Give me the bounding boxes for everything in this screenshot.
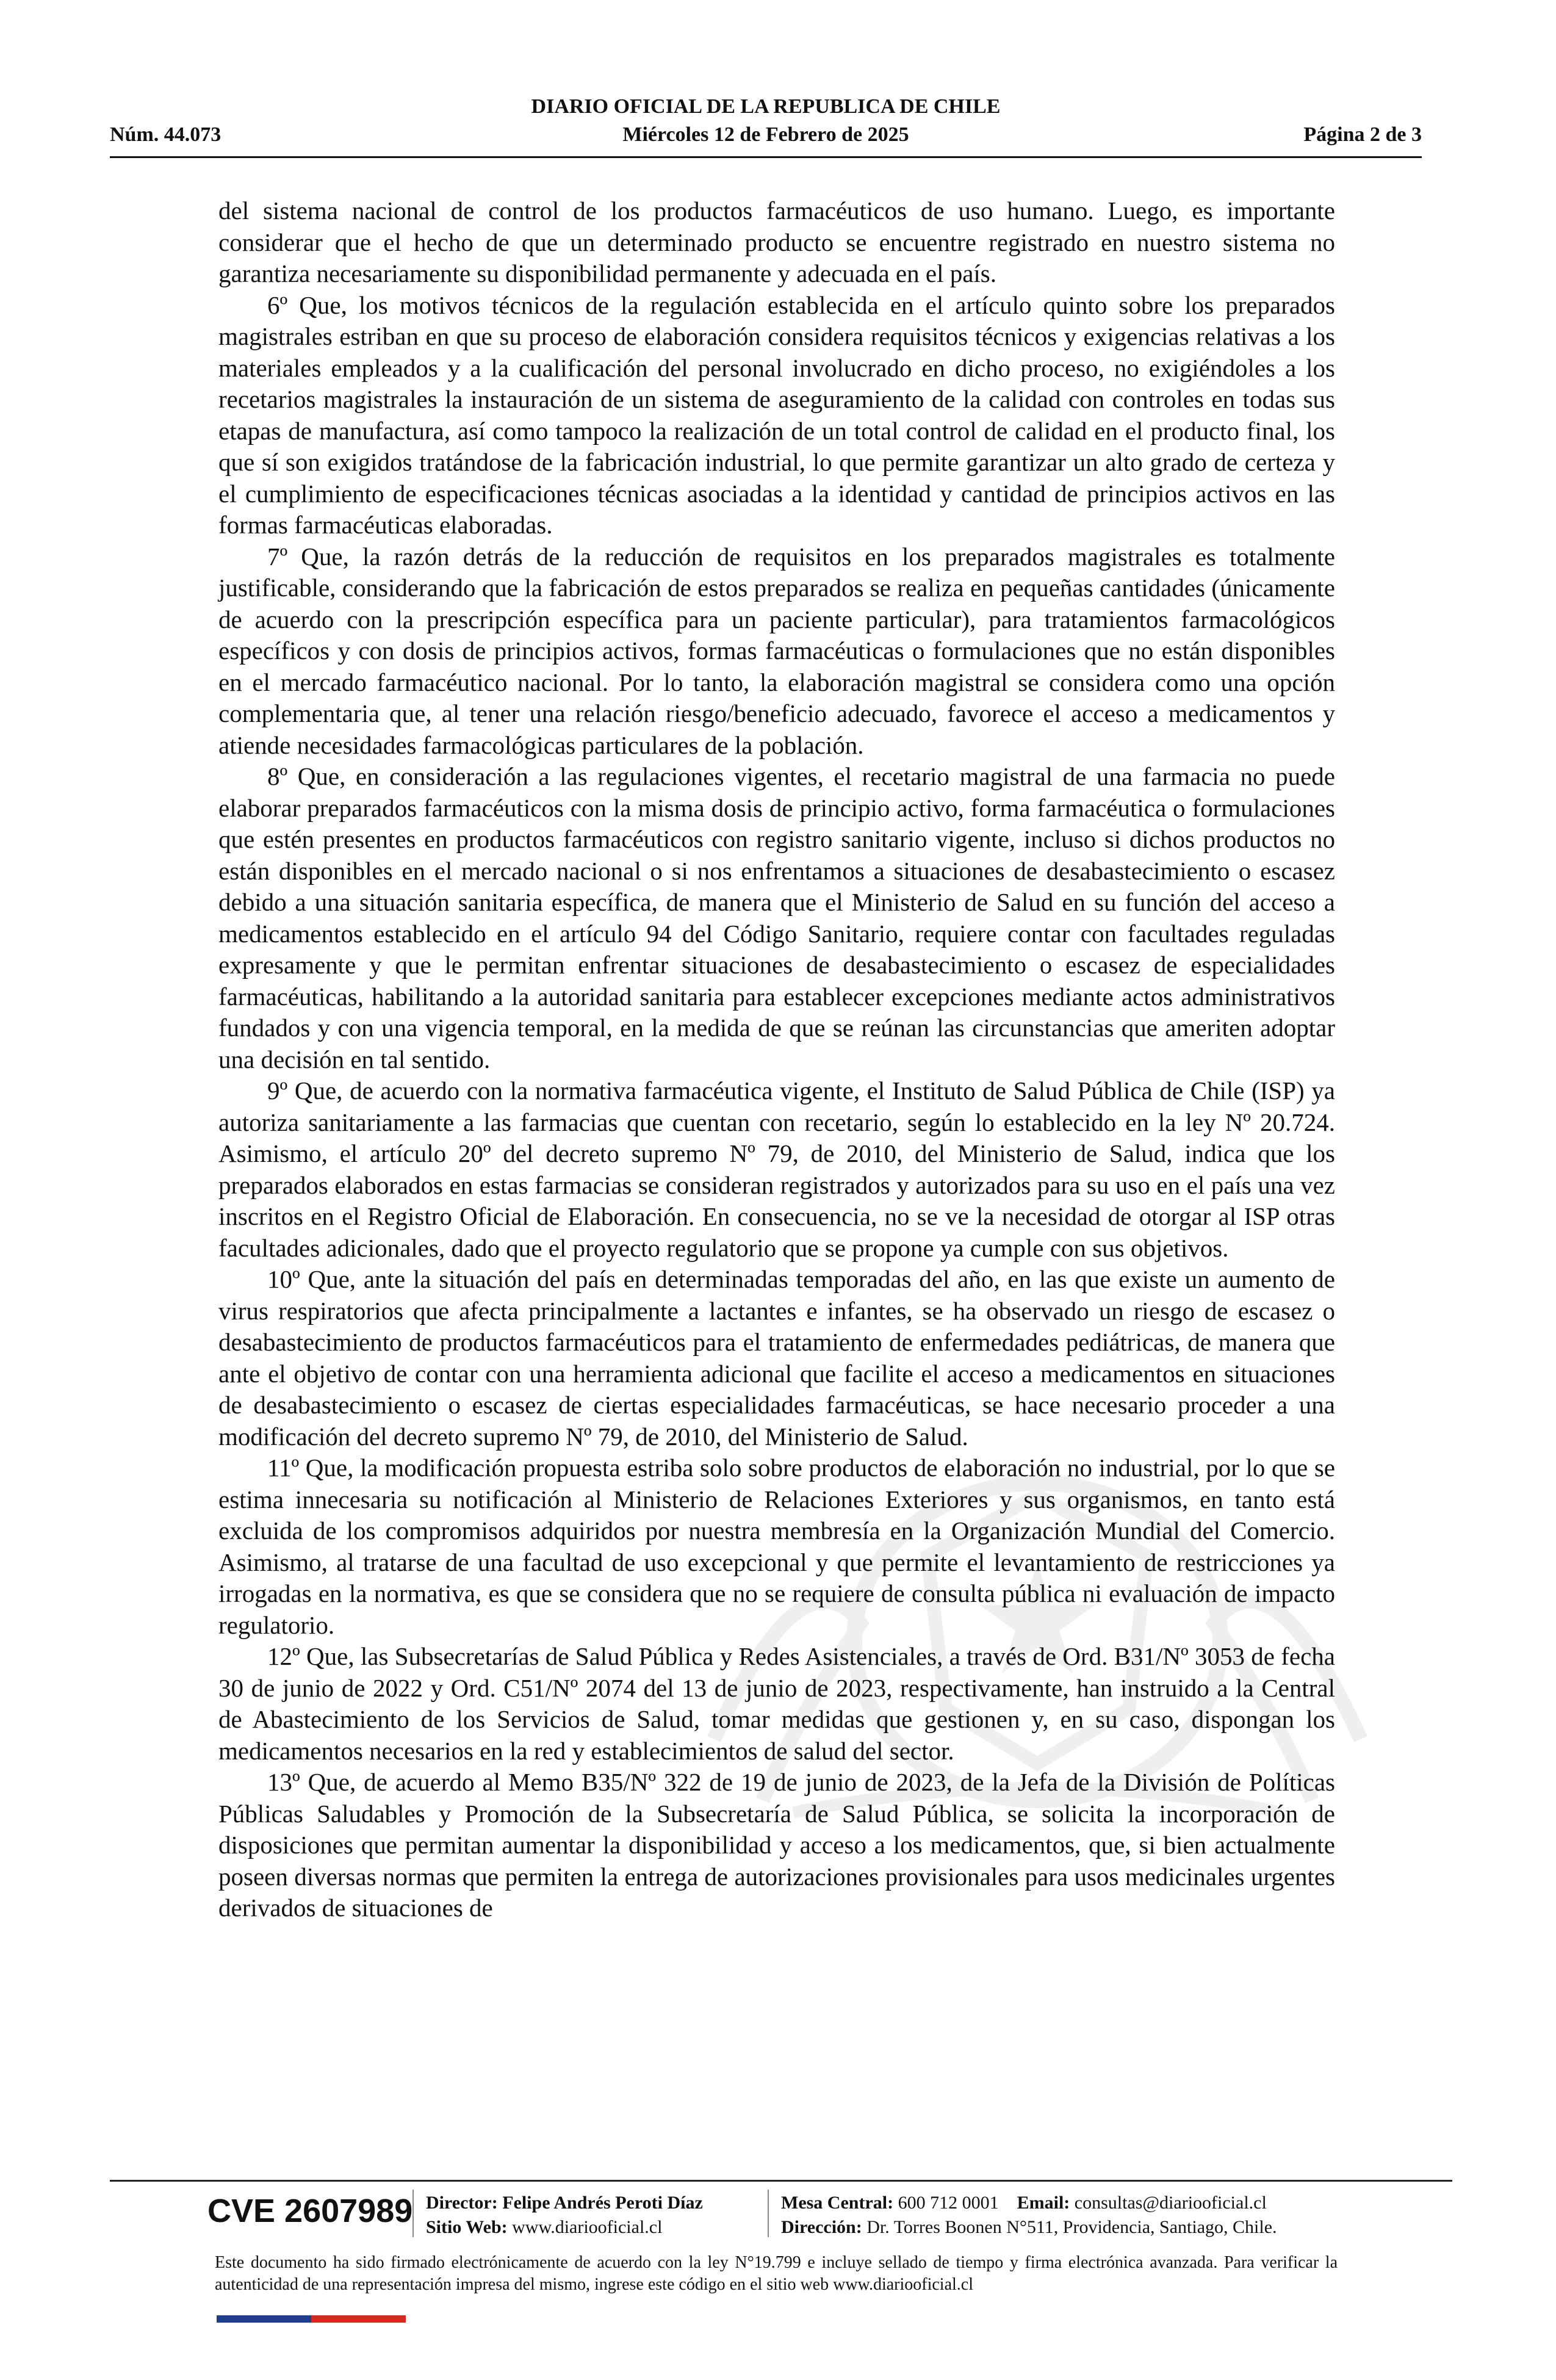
footer-separator: [412, 2190, 414, 2237]
mesa-phone: 600 712 0001: [898, 2193, 999, 2213]
site-label: Sitio Web:: [426, 2217, 508, 2237]
body-paragraph: 10º Que, ante la situación del país en determinadas temporadas del año, en las que existe un aumento de virus respiratorios que afecta principalmente a lactantes e infantes, se ha observado un riesgo de escasez o desabastecimiento de productos farmacéuticos para el tratamiento de enfermedades pediátricas, de manera que ante el objetivo de contar con una herramienta adicional que facilite el acceso a medicamentos en situaciones de desabastecimiento o escasez de ciertas especialidades farmacéuticas, se hace necesario proceder a una modificación del decreto supremo Nº 79, de 2010, del Ministerio de Salud.: [218, 1265, 1335, 1451]
page-number: Página 2 de 3: [1303, 123, 1422, 146]
newspaper-title: DIARIO OFICIAL DE LA REPUBLICA DE CHILE: [531, 95, 1001, 118]
director-name: Felipe Andrés Peroti Díaz: [502, 2193, 703, 2213]
body-paragraph: 8º Que, en consideración a las regulaciones vigentes, el recetario magistral de una farmacia no puede elaborar preparados farmacéuticos con la misma dosis de principio activo, forma farmacéutica o formulaciones que estén presentes en productos farmacéuticos con registro sanitario vigente, incluso si dichos productos no están disponibles en el mercado nacional o si nos enfrentamos a situaciones de desabastecimiento o escasez debido a una situación sanitaria específica, de manera que el Ministerio de Salud en su función del acceso a medicamentos establecido en el artículo 94 del Código Sanitario, requiere contar con facultades reguladas expresamente y que le permitan enfrentar situaciones de desabastecimiento o escasez de especialidades farmacéuticas, habilitando a la autoridad sanitaria para establecer excepciones mediante actos administrativos fundados y con una vigencia temporal, en la medida de que se reúnan las circunstancias que ameriten adoptar una decisión en tal sentido.: [218, 762, 1335, 1073]
document-body: [218, 195, 1335, 1924]
flag-color-bar: [217, 2315, 406, 2323]
body-paragraph: 12º Que, las Subsecretarías de Salud Pública y Redes Asistenciales, a través de Ord. B31/Nº 3053 de fecha 30 de junio de 2022 y Ord. C51/Nº 2074 del 13 de junio de 2023, respectivamente, han instruido a la Central de Abastecimiento de los Servicios de Salud, tomar medidas que gestionen y, en su caso, dispongan los medicamentos necesarios en la red y establecimientos de salud del sector.: [218, 1642, 1335, 1765]
issue-number: Núm. 44.073: [110, 123, 222, 146]
footer-director-block: [426, 2191, 703, 2240]
flag-blue-segment: [217, 2315, 311, 2323]
legal-notice: Este documento ha sido firmado electrónicamente de acuerdo con la ley N°19.799 e incluye sellado de tiempo y firma electrónica avanzada. Para verificar la autenticidad de una representación impresa del mismo, ingrese este código en el sitio web www.diariooficial.cl: [215, 2253, 1338, 2294]
address-label: Dirección:: [781, 2217, 862, 2237]
header-divider: [110, 156, 1422, 158]
email-label: Email:: [1017, 2193, 1070, 2213]
email-link[interactable]: consultas@diariooficial.cl: [1074, 2193, 1267, 2213]
body-paragraph: 9º Que, de acuerdo con la normativa farmacéutica vigente, el Instituto de Salud Pública de Chile (ISP) ya autoriza sanitariamente a las farmacias que cuentan con recetario, según lo establecido en la ley Nº 20.724. Asimismo, el artículo 20º del decreto supremo Nº 79, de 2010, del Ministerio de Salud, indica que los preparados elaborados en estas farmacias se consideran registrados y autorizados para su uso en el país una vez inscritos en el Registro Oficial de Elaboración. En consecuencia, no se ve la necesidad de otorgar al ISP otras facultades adicionales, dado que el proyecto regulatorio que se propone ya cumple con sus objetivos.: [218, 1076, 1335, 1262]
site-link[interactable]: www.diariooficial.cl: [512, 2217, 663, 2237]
flag-red-segment: [311, 2315, 406, 2323]
body-paragraph: 6º Que, los motivos técnicos de la regulación establecida en el artículo quinto sobre los preparados magistrales estriban en que su proceso de elaboración considera requisitos técnicos y exigencias relativas a los materiales empleados y a la cualificación del personal involucrado en dicho proceso, no exigiéndoles a los recetarios magistrales la instauración de un sistema de aseguramiento de la calidad con controles en todas sus etapas de manufactura, así como tampoco la realización de un total control de calidad en el producto final, los que sí son exigidos tratándose de la fabricación industrial, lo que permite garantizar un alto grado de certeza y el cumplimiento de especificaciones técnicas asociadas a la identidad y cantidad de principios activos en las formas farmacéuticas elaboradas.: [218, 290, 1335, 539]
footer-contact-block: [781, 2191, 1277, 2240]
director-label: Director:: [426, 2193, 498, 2213]
footer-separator: [768, 2190, 769, 2237]
page-header: [110, 92, 1422, 159]
address-value: Dr. Torres Boonen N°511, Providencia, Santiago, Chile.: [866, 2217, 1277, 2237]
issue-date: Miércoles 12 de Febrero de 2025: [622, 123, 909, 146]
body-paragraph: del sistema nacional de control de los productos farmacéuticos de uso humano. Luego, es importante considerar que el hecho de que un determinado producto se encuentre registrado en nuestro sistema no garantiza necesariamente su disponibilidad permanente y adecuada en el país.: [218, 197, 1335, 287]
footer-divider: [110, 2180, 1452, 2182]
cve-code: CVE 2607989: [207, 2193, 413, 2229]
body-paragraph: 11º Que, la modificación propuesta estriba solo sobre productos de elaboración no industrial, por lo que se estima innecesaria su notificación al Ministerio de Relaciones Exteriores y sus organismos, en tanto está excluida de los compromisos adquiridos por nuestra membresía en la Organización Mundial del Comercio. Asimismo, al tratarse de una facultad de uso excepcional y que permite el levantamiento de restricciones ya irrogadas en la normativa, es que se considera que no se requiere de consulta pública ni evaluación de impacto regulatorio.: [218, 1454, 1335, 1639]
body-paragraph: 7º Que, la razón detrás de la reducción de requisitos en los preparados magistrales es totalmente justificable, considerando que la fabricación de estos preparados se realiza en pequeñas cantidades (únicamente de acuerdo con la prescripción específica para un paciente particular), para tratamientos farmacológicos específicos y con dosis de principios activos, formas farmacéuticas o formulaciones que no están disponibles en el mercado farmacéutico nacional. Por lo tanto, la elaboración magistral se considera como una opción complementaria que, al tener una relación riesgo/beneficio adecuado, favorece el acceso a medicamentos y atiende necesidades farmacológicas particulares de la población.: [218, 542, 1335, 759]
body-paragraph: 13º Que, de acuerdo al Memo B35/Nº 322 de 19 de junio de 2023, de la Jefa de la División de Políticas Públicas Saludables y Promoción de la Subsecretaría de Salud Pública, se solicita la incorporación de disposiciones que permitan aumentar la disponibilidad y acceso a los medicamentos, que, si bien actualmente poseen diversas normas que permiten la entrega de autorizaciones provisionales para usos medicinales urgentes derivados de situaciones de: [218, 1768, 1335, 1922]
mesa-label: Mesa Central:: [781, 2193, 894, 2213]
